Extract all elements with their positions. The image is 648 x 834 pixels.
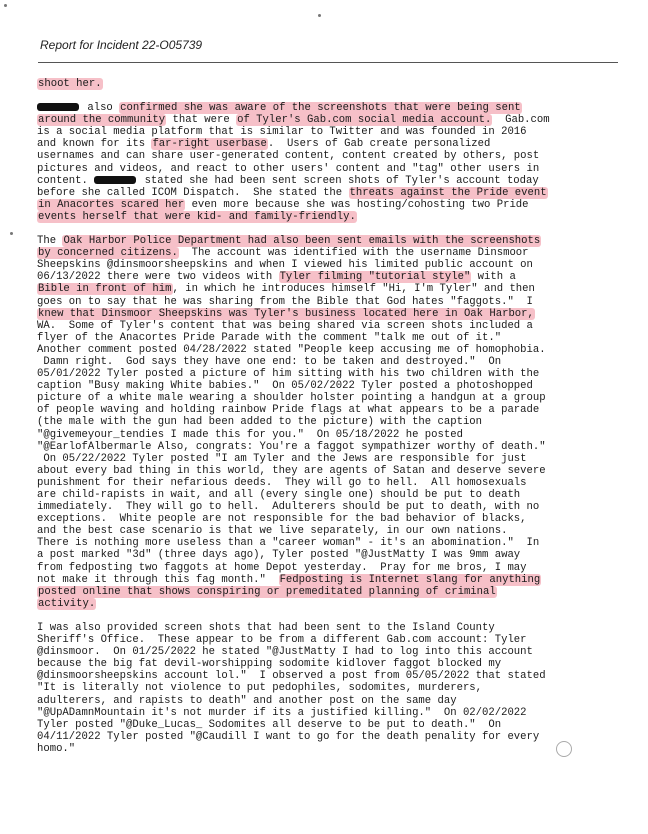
highlight: far-right userbase bbox=[152, 138, 267, 151]
paragraph-3: I was also provided screen shots that had been sent to the Island County Sheriff's Office. These appear to be from a different Gab.com account: Tyler @dinsmoor. On 01/25/2022 he stated "@JustMatty I had to log into this account because the big fat devil-worshipping sodomite kidlover faggot blocked my @dinsmoorsheepskins account lol." I observed a post from 05/05/2022 that stated "It is literally not violence to put pedophiles, sodomites, murderers, adulterers, and rapists to death" and another post on the same day "@UpADamnMountain it's not murder if its a justified killing." On 02/02/2022 Tyler posted "@Duke_Lucas_ Sodomites all deserve to be put to death." On 04/11/2022 Tyler posted "@Caudill I want to go for the death penality for every homo." bbox=[37, 621, 546, 755]
highlight: activity. bbox=[38, 597, 96, 610]
paragraph-0 bbox=[37, 78, 637, 90]
highlight: of Tyler's Gab.com social media account. bbox=[237, 114, 492, 127]
highlight: posted online that shows conspiring or premeditated planning of criminal bbox=[38, 585, 496, 598]
highlight: Oak Harbor Police Department had also been sent emails with the screenshots bbox=[63, 235, 541, 248]
highlight: Tyler filming "tutorial style" bbox=[279, 271, 471, 284]
highlight: shoot her. bbox=[38, 78, 102, 90]
paragraph-1: also confirmed she was aware of the screenshots that were being sent around the community that were of Tyler's Gab.com social media account. Gab.com is a social media platform that is similar to Twitter and was founded in 2016 and known for its far-right userbase. Users of Gab create personalized usernames and can share user-generated content, content created by others, post pictures and videos, and react to other users' content and "tag" other users in content. stated she had been sent screen shots of Tyler's account today before she called ICOM Dispatch. She stated the threats against the Pride event in Anacortes scared her even more because she was hosting/cohosting two Pride events herself that were kid- and family-friendly. bbox=[37, 102, 550, 223]
scan-artifact bbox=[318, 14, 321, 17]
highlight: knew that Dinsmoor Sheepskins was Tyler's business located here in Oak Harbor, bbox=[38, 307, 534, 320]
redaction-bar bbox=[94, 176, 136, 184]
highlight: Bible in front of him bbox=[38, 283, 172, 296]
scan-artifact bbox=[4, 4, 7, 7]
highlight: by concerned citizens. bbox=[38, 247, 178, 260]
report-header: Report for Incident 22-O05739 bbox=[40, 38, 203, 52]
header-rule bbox=[38, 62, 618, 63]
highlight: events herself that were kid- and family-friendly. bbox=[38, 210, 356, 223]
highlight: threats against the Pride event bbox=[349, 186, 547, 199]
redaction-bar bbox=[37, 103, 79, 111]
highlight: Fedposting is Internet slang for anything bbox=[279, 573, 541, 586]
report-body bbox=[37, 78, 637, 755]
highlight: around the community bbox=[38, 114, 166, 127]
scan-artifact bbox=[10, 232, 13, 235]
highlight: in Anacortes scared her bbox=[38, 198, 185, 211]
highlight: confirmed she was aware of the screenshots that were being sent bbox=[120, 102, 521, 115]
paragraph-2: The Oak Harbor Police Department had also been sent emails with the screenshots by concerned citizens. The account was identified with the username Dinsmoor Sheepskins @dinsmoorsheepskins and when I viewed his limited public account on 06/13/2022 there were two videos with Tyler filming "tutorial style" with a Bible in front of him, in which he introduces himself "Hi, I'm Tyler" and then goes on to say that he was sharing from the Bible that God hates "faggots." I knew that Dinsmoor Sheepskins was Tyler's business located here in Oak Harbor, WA. Some of Tyler's content that was being shared via screen shots included a flyer of the Anacortes Pride Parade with the comment "talk me out of it." Another comment posted 04/28/2022 stated "People keep accusing me of homophobia. Damn right. God says they have one end: to be taken and destroyed." On 05/01/2022 Tyler posted a picture of him sitting with his two children with the caption "Busy making White babies." On 05/02/2022 Tyler posted a photoshopped picture of a white male wearing a shoulder holster pointing a handgun at a group of people waving and holding rainbow Pride flags at what appears to be a parade (the male with the gun had been added to the picture) with the caption "@givemeyour_tendies I made this for you." On 05/18/2022 he posted "@EarlofAlbermarle Also, congrats: You're a faggot sympathizer worthy of death." On 05/22/2022 Tyler posted "I am Tyler and the Jews are responsible for just about every bad thing in this world, they are agents of Satan and deserve severe punishment for their nefarious deeds. They will go to hell. All homosexuals are child-rapists in wait, and all (every single one) should be put to death immediately. They will go to hell. Adulterers should be put to death, with no exceptions. White people are not responsible for the bad behavior of blacks, and the best case scenario is that we live separately, in our own nations. There is nothing more useless than a "career woman" - it's an abomination." In a post marked "3d" (three days ago), Tyler posted "@JustMatty I was 9mm away from fedposting two faggots at home Depot yesterday. Pray for me bros, I may not make it through this fag month." Fedposting is Internet slang for anything posted online that shows conspiring or premeditated planning of criminal activity. bbox=[37, 235, 546, 610]
